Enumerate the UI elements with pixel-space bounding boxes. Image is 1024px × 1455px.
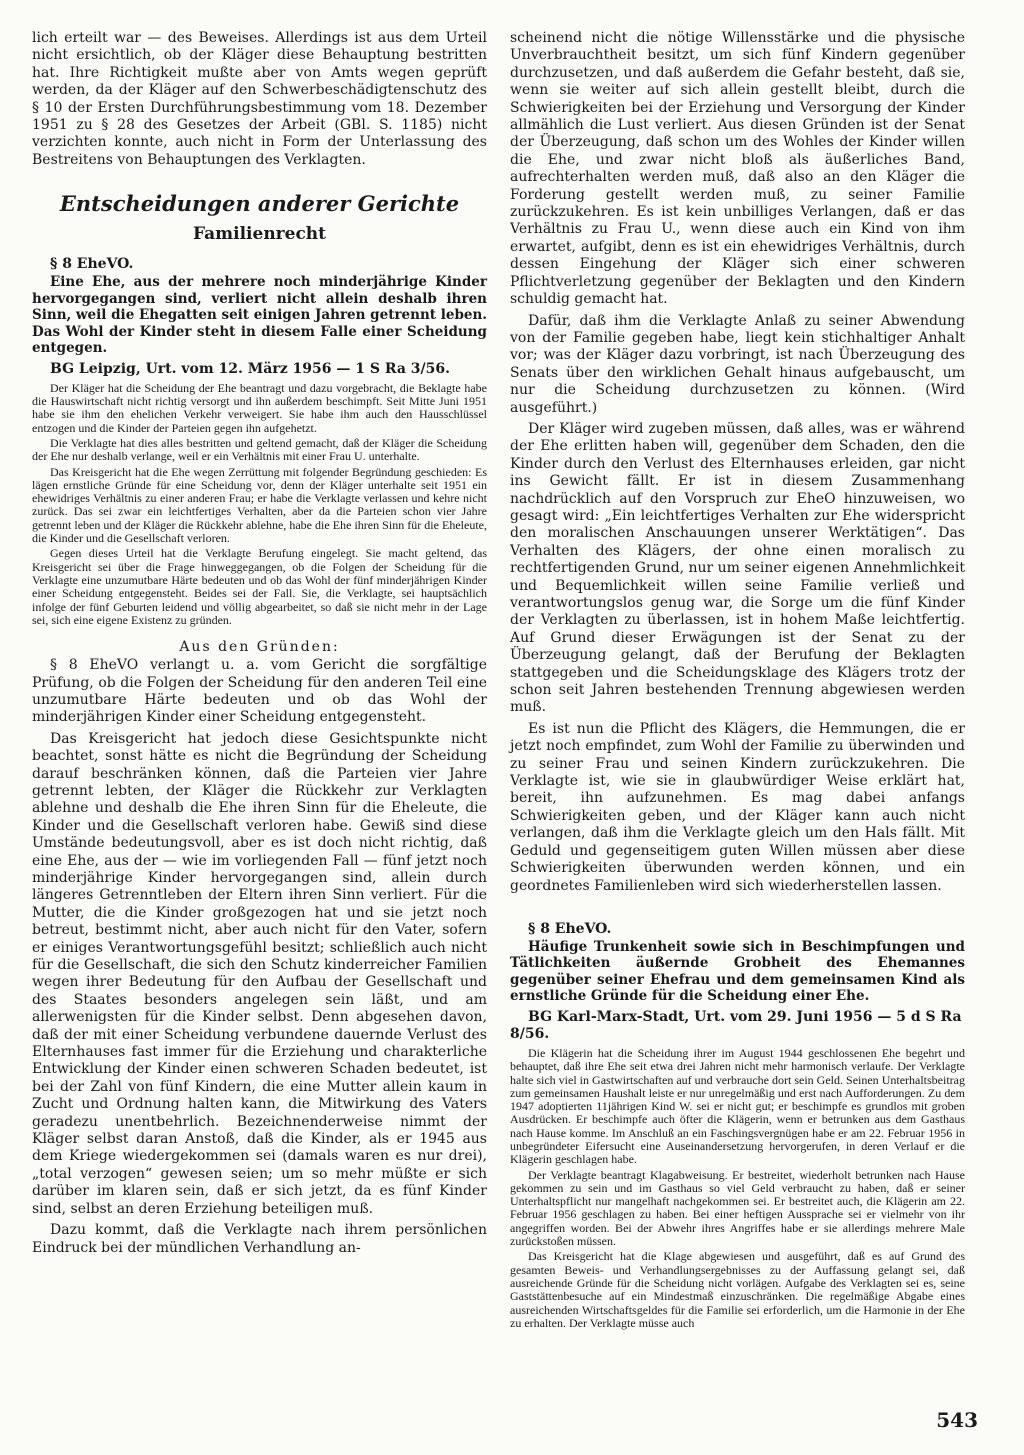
subsection-title: Familienrecht — [192, 224, 327, 245]
facts-paragraph: Der Kläger hat die Scheidung der Ehe beantragt und dazu vorgebracht, die Beklagte habe die Hauswirtschaft nicht richtig versorgt und ihn außerdem beschimpft. Seit Mitte Juni 1951 habe sie ihm den ehelichen Verkehr verweigert. Sie habe ihm auch den Hausschlüssel entzogen und die Kinder der Parteien gegen ihn aufgehetzt. — [32, 380, 487, 435]
facts-paragraph: Die Klägerin hat die Scheidung ihrer im August 1944 geschlossenen Ehe begehrt und behauptet, daß ihre Ehe seit etwa drei Jahren nicht mehr harmonisch verlaufe. Der Verklagte halte sich viel in Gastwirtschaften auf und verbrauche dort sein Geld. Seinen Unterhaltsbeitrag zum gemeinsamen Haushalt leiste er nur unregelmäßig und erst nach Aufforderungen. Zu dem 1947 adoptierten 11jährigen Kind W. sei er nicht gut; er beschimpfe es grundlos mit groben Ausdrücken. Er beschimpfe auch öfter die Klägerin, wenn er betrunken aus dem Gasthaus nach Hause komme. Im Anschluß an ein Faschingsvergnügen habe er am 22. Februar 1956 in unbegründeter Eifersucht eine Auseinandersetzung hervorgerufen, in deren Verlauf er die Klägerin geschlagen habe. — [510, 1045, 965, 1167]
reasons-paragraph: Dazu kommt, daß die Verklagte nach ihrem persönlichen Eindruck bei der mündlichen Verhandlung an- — [32, 1222, 487, 1256]
left-column — [32, 30, 487, 1257]
facts-paragraph: Der Verklagte beantragt Klagabweisung. Er bestreitet, wiederholt betrunken nach Hause gekommen zu sein und im Gasthaus so viel Geld verbraucht zu haben, daß er seiner Unterhaltspflicht nur mangelhaft nachgekommen sei. Er bestreitet auch, die Klägerin am 22. Februar 1956 geschlagen zu haben. Bei einer heftigen Aussprache sei er vielmehr von ihr angegriffen worden. Bei der Abwehr ihres Angriffes habe er sie allerdings mehrere Male zurückstoßen müssen. — [510, 1167, 965, 1249]
facts-paragraph: Das Kreisgericht hat die Klage abgewiesen und ausgeführt, daß es auf Grund des gesamten Beweis- und Verhandlungsergebnisses zu der Auffassung gelangt sei, daß ausreichende Gründe für die Scheidung nicht vorlägen. Aufgabe des Verklagten sei es, seine Gaststättenbesuche auf ein Mindestmaß einzuschränken. Die regelmäßige Abgabe eines ausreichenden Wirtschaftsgeldes für die Familie sei erforderlich, um die Harmonie in der Ehe zu erhalten. Der Verklagte müsse auch — [510, 1249, 965, 1330]
body-paragraph: Es ist nun die Pflicht des Klägers, die Hemmungen, die er jetzt noch empfindet, zum Wohl der Familie zu überwinden und zu seiner Frau und seinen Kindern zurückzukehren. Die Verklagte ist, wie sie in glaubwürdiger Weise erklärt hat, bereit, ihn aufzunehmen. Es mag dabei anfangs Schwierigkeiten geben, und der Kläger kann auch nicht verlangen, daß ihm die Verklagte gleich um den Hals fällt. Mit Geduld und gegenseitigem guten Willen müssen aber diese Schwierigkeiten überwunden werden können, und ein geordnetes Familienleben wird sich wiederherstellen lassen. — [510, 720, 965, 894]
court-citation: BG Leipzig, Urt. vom 12. März 1956 — 1 S Ra 3/56. — [50, 360, 450, 377]
intro-paragraph: lich erteilt war — des Beweises. Allerdings ist aus dem Urteil nicht ersichtlich, ob der Kläger diese Behauptung bestritten hat. Ihre Richtigkeit mußte aber von Amts wegen geprüft werden, da der Kläger auf den Schwerbeschädigtenschutz des § 10 der Ersten Durchführungsbestimmung vom 18. Dezember 1951 zu § 28 des Gesetzes der Arbeit (GBl. S. 1185) nicht verzichten konnte, auch nicht in Form der Unterlassung des Bestreitens von Behauptungen des Verklagten. — [32, 30, 487, 168]
legal-reference: § 8 EheVO. — [50, 256, 134, 273]
right-column — [510, 30, 965, 1330]
body-paragraph: scheinend nicht die nötige Willensstärke und die physische Unverbrauchtheit besitzt, um sich fünf Kindern gegenüber durchzusetzen, und daß außerdem die Gefahr besteht, daß sie, wenn sie weiter auf sich allein gestellt bleibt, durch die Schwierigkeiten bei der Erziehung und Versorgung der Kinder allmählich die Lust verliert. Aus diesen Gründen ist der Senat der Überzeugung, daß schon um des Wohles der Kinder willen die Ehe, und zwar nicht bloß als äußerliches Band, aufrechterhalten werden muß, daß also an den Kläger die Forderung gestellt werden muß, zu seiner Familie zurückzukehren. Es ist kein unbilliges Verlangen, daß er das Verhältnis zu Frau U., wenn diese auch ein Kind von ihm erwartet, aufgibt, denn es ist ein ehewidriges Verhältnis, durch dessen Eingehung der Kläger sich einer schweren Pflichtverletzung gegenüber der Beklagten und den Kindern schuldig gemacht hat. — [510, 30, 965, 308]
headnote: Häufige Trunkenheit sowie sich in Beschimpfungen und Tätlichkeiten äußernde Grobheit des Ehemannes gegenüber seiner Ehefrau und dem gemeinsamen Kind als ernstliche Gründe für die Scheidung einer Ehe. — [510, 938, 965, 1005]
body-paragraph: Der Kläger wird zugeben müssen, daß alles, was er während der Ehe erlitten haben will, gegenüber dem Schaden, den die Kinder durch den Verlust des Elternhauses erleiden, gar nicht ins Gewicht fällt. Er ist in diesem Zusammenhang nachdrücklich auf den Vorspruch zur EheO hinzuweisen, wo gesagt wird: „Ein leichtfertiges Verhalten zur Ehe widerspricht den moralischen Anschauungen unserer Werktätigen“. Das Verhalten des Klägers, der ohne einen moralisch zu rechtfertigenden Grund, nur um seiner eigenen Annehmlichkeit und Bequemlichkeit willen seine Familie verließ und verantwortungslos genug war, die Sorge um die fünf Kinder der Verklagten zu überlassen, ist in hohem Maße leichtfertig. Auf Grund dieser Erwägungen ist der Senat zu der Überzeugung gelangt, daß der Berufung der Beklagten stattgegeben und die Scheidungsklage des Klägers trotz der schon seit Jahren bestehenden Trennung abgewiesen werden muß. — [510, 420, 965, 716]
reasons-paragraph: Das Kreisgericht hat jedoch diese Gesichtspunkte nicht beachtet, sonst hätte es nicht die Begründung der Scheidung darauf beschränken können, daß die Parteien vier Jahre getrennt lebten, der Kläger die Rückkehr zur Verklagten ablehne und deshalb die Ehe ihren Sinn für die Eheleute, die Kinder und die Gesellschaft verloren habe. Gewiß sind diese Umstände bedeutungsvoll, aber es ist doch nicht richtig, daß eine Ehe, aus der — wie im vorliegenden Fall — fünf jetzt noch minderjährige Kinder hervorgegangen sind, allein durch längeres Getrenntleben der Eltern ihren Sinn verliert. Für die Mutter, die die Kinder großgezogen hat und sie jetzt noch betreut, bestimmt nicht, aber auch nicht für den Vater, sofern er einiges Verantwortungsgefühl besitzt; schließlich auch nicht für die Gesellschaft, die sich den Schutz kinderreicher Familien wegen ihrer Bedeutung für den Aufbau der Gesellschaft und des Staates besonders angelegen sein läßt, und am allerwenigsten für die Kinder selbst. Denn abgesehen davon, daß der mit einer Scheidung verbundene dauernde Verlust des Elternhauses fast immer für die Erziehung und charakterliche Entwicklung der Kinder einen schweren Schaden bedeutet, ist bei der Zahl von fünf Kindern, die eine Mutter allein kaum in Zucht und Ordnung halten kann, die Mitwirkung des Vaters geradezu unentbehrlich. Bezeichnenderweise nimmt der Kläger selbst daran Anstoß, daß die Kinder, als er 1945 aus dem Kriege wiedergekommen sei (damals waren es nur drei), „total verzogen“ gewesen seien; um so mehr müßte er sich darüber im klaren sein, daß er sich jetzt, da es fünf Kinder sind, selbst an deren Erziehung beteiligen muß. — [32, 730, 487, 1217]
facts-paragraph: Das Kreisgericht hat die Ehe wegen Zerrüttung mit folgender Begründung geschieden: Es lägen ernstliche Gründe für eine Scheidung vor, denn der Kläger unterhalte seit 1951 ein ehewidriges Verhältnis zu einer anderen Frau; er habe die Verklagte verlassen und kehre nicht zurück. Das sei zwar ein leichtfertiges Verhalten, aber da die Parteien schon vier Jahre getrennt leben und der Kläger die Rückkehr ablehne, habe die Ehe ihren Sinn für die Eheleute, die Kinder und die Gesellschaft verloren. — [32, 464, 487, 546]
court-citation: BG Karl-Marx-Stadt, Urt. vom 29. Juni 1956 — 5 d S Ra 8/56. — [510, 1008, 962, 1042]
legal-reference: § 8 EheVO. — [528, 920, 612, 937]
body-paragraph: Dafür, daß ihm die Verklagte Anlaß zu seiner Abwendung von der Familie gegeben habe, liegt kein stichhaltiger Anhalt vor; was der Kläger dazu vorbringt, ist nach Überzeugung des Senats über den wirklichen Gehalt hinaus aufgebauscht, um nur die Scheidung durchzusetzen zu können. (Wird ausgeführt.) — [510, 312, 965, 416]
headnote: Eine Ehe, aus der mehrere noch minderjährige Kinder hervorgegangen sind, verliert nicht allein deshalb ihren Sinn, weil die Ehegatten seit einigen Jahren getrennt leben. Das Wohl der Kinder steht in diesem Falle einer Scheidung entgegen. — [32, 274, 487, 357]
facts-paragraph: Gegen dieses Urteil hat die Verklagte Berufung eingelegt. Sie macht geltend, das Kreisgericht sei über die Frage hinweggegangen, ob die Folgen der Scheidung für die Verklagte eine unzumutbare Härte bedeuten und ob das Wohl der fünf minderjährigen Kinder einer Scheidung entgegensteht. Beides sei der Fall. Sie, die Verklagte, sei hauptsächlich infolge der fünf Geburten leidend und völlig abgearbeitet, so daß sie nicht mehr in der Lage sei, sich eine eigene Existenz zu gründen. — [32, 546, 487, 627]
reasons-paragraph: § 8 EheVO verlangt u. a. vom Gericht die sorgfältige Prüfung, ob die Folgen der Scheidung für den anderen Teil eine unzumutbare Härte bedeuten und ob das Wohl der minderjährigen Kinder einer Scheidung entgegensteht. — [32, 657, 487, 726]
section-title: Entscheidungen anderer Gerichte — [59, 191, 460, 217]
facts-paragraph: Die Verklagte hat dies alles bestritten und geltend gemacht, daß der Kläger die Scheidung der Ehe nur deshalb verlange, weil er ein Verhältnis mit einer Frau U. unterhalte. — [32, 435, 487, 464]
reasons-heading: Aus den Gründen: — [179, 639, 340, 656]
page-number: 543 — [936, 1408, 978, 1432]
